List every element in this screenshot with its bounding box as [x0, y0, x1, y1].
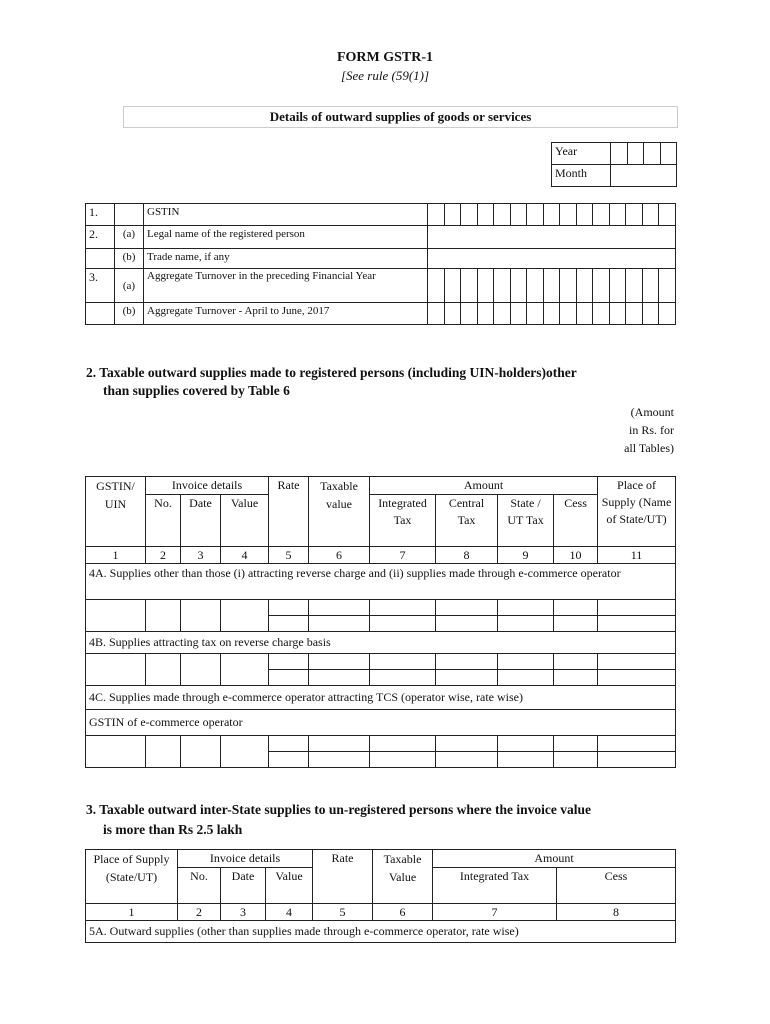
col-state-ut-tax: State / UT Tax	[498, 495, 554, 547]
row-4a-label: 4A. Supplies other than those (i) attracting reverse charge and (ii) supplies made through e-commerce operator	[86, 564, 676, 600]
col-gstin: GSTIN/ UIN	[86, 477, 146, 547]
entry-cell[interactable]	[554, 600, 598, 616]
col-number: 8	[436, 547, 498, 564]
col-integrated-tax: Integrated Tax	[433, 868, 557, 904]
col-number: 7	[433, 904, 557, 921]
row-sub-label: (a)	[115, 226, 144, 249]
entry-cell[interactable]	[554, 616, 598, 632]
year-input[interactable]	[611, 143, 677, 165]
col-number: 6	[373, 904, 433, 921]
section2-heading-cont: than supplies covered by Table 6	[103, 383, 290, 398]
section3-heading: 3. Taxable outward inter-State supplies to un-registered persons where the invoice value	[86, 802, 591, 817]
entry-cell[interactable]	[181, 654, 221, 686]
entry-cell[interactable]	[146, 654, 181, 686]
year-label: Year	[552, 143, 611, 165]
entry-cell[interactable]	[554, 736, 598, 752]
col-number: 5	[313, 904, 373, 921]
entry-cell[interactable]	[86, 600, 146, 632]
entry-cell[interactable]	[370, 616, 436, 632]
entry-cell[interactable]	[181, 736, 221, 768]
col-rate: Rate	[269, 477, 309, 547]
col-number: 2	[178, 904, 221, 921]
row-number: 1.	[86, 204, 115, 226]
legal-name-label: Legal name of the registered person	[144, 226, 428, 249]
entry-cell[interactable]	[221, 600, 269, 632]
entry-cell[interactable]	[370, 600, 436, 616]
entry-cell[interactable]	[370, 736, 436, 752]
entry-cell[interactable]	[554, 670, 598, 686]
col-invoice-value: Value	[221, 495, 269, 547]
entry-cell[interactable]	[598, 654, 676, 670]
entry-cell[interactable]	[269, 736, 309, 752]
col-number: 4	[221, 547, 269, 564]
entry-cell[interactable]	[598, 752, 676, 768]
entry-cell[interactable]	[146, 600, 181, 632]
amount-note-line: all Tables)	[624, 441, 674, 455]
col-number: 7	[370, 547, 436, 564]
amount-note-line: in Rs. for	[629, 423, 674, 437]
trade-name-label: Trade name, if any	[144, 249, 428, 269]
entry-cell[interactable]	[309, 654, 370, 670]
col-invoice-date: Date	[181, 495, 221, 547]
period-table	[551, 142, 677, 187]
row-sub-label: (a)	[115, 269, 144, 303]
turnover-preceding-label: Aggregate Turnover in the preceding Financial Year	[144, 269, 428, 303]
col-number: 3	[181, 547, 221, 564]
col-number: 2	[146, 547, 181, 564]
col-taxable-value: Taxable value	[309, 477, 370, 547]
amount-note-line: (Amount	[630, 405, 674, 419]
col-invoice-details: Invoice details	[146, 477, 269, 495]
month-input[interactable]	[611, 165, 677, 187]
section3-table	[85, 849, 676, 943]
entry-cell[interactable]	[309, 736, 370, 752]
gstin-input[interactable]	[428, 204, 676, 226]
col-invoice-date: Date	[221, 868, 266, 904]
row-number: 2.	[86, 226, 115, 249]
entry-cell[interactable]	[309, 600, 370, 616]
ecommerce-gstin-label: GSTIN of e-commerce operator	[86, 710, 676, 736]
col-number: 10	[554, 547, 598, 564]
gstin-label: GSTIN	[144, 204, 428, 226]
entry-cell[interactable]	[86, 736, 146, 768]
row-number: 3.	[86, 269, 115, 303]
turnover-april-june-input[interactable]	[428, 303, 676, 325]
col-invoice-no: No.	[178, 868, 221, 904]
entry-cell[interactable]	[598, 600, 676, 616]
basic-info-table	[85, 203, 676, 325]
col-place-of-supply: Place of Supply (State/UT)	[86, 850, 178, 904]
row-sub-label: (b)	[115, 249, 144, 269]
entry-cell[interactable]	[598, 736, 676, 752]
entry-cell[interactable]	[436, 752, 498, 768]
entry-cell[interactable]	[498, 752, 554, 768]
entry-cell[interactable]	[370, 654, 436, 670]
col-number: 8	[557, 904, 676, 921]
entry-cell[interactable]	[554, 654, 598, 670]
turnover-april-june-label: Aggregate Turnover - April to June, 2017	[144, 303, 428, 325]
section2-table	[85, 476, 676, 768]
row-5a-label: 5A. Outward supplies (other than supplies made through e-commerce operator, rate wise)	[86, 921, 676, 943]
entry-cell[interactable]	[269, 600, 309, 616]
col-amount: Amount	[370, 477, 598, 495]
section2-heading: 2. Taxable outward supplies made to registered persons (including UIN-holders)other	[86, 365, 577, 380]
entry-cell[interactable]	[498, 736, 554, 752]
entry-cell[interactable]	[86, 654, 146, 686]
col-number: 3	[221, 904, 266, 921]
col-taxable-value: Taxable Value	[373, 850, 433, 904]
turnover-preceding-input[interactable]	[428, 269, 676, 303]
entry-cell[interactable]	[370, 752, 436, 768]
col-cess: Cess	[557, 868, 676, 904]
section3-heading-cont: is more than Rs 2.5 lakh	[103, 822, 243, 837]
row-4c-label: 4C. Supplies made through e-commerce operator attracting TCS (operator wise, rate wise)	[86, 686, 676, 710]
entry-cell[interactable]	[309, 752, 370, 768]
col-number: 5	[269, 547, 309, 564]
col-invoice-no: No.	[146, 495, 181, 547]
entry-cell[interactable]	[598, 670, 676, 686]
entry-cell[interactable]	[269, 616, 309, 632]
entry-cell[interactable]	[269, 670, 309, 686]
legal-name-input[interactable]	[428, 226, 676, 249]
col-number: 6	[309, 547, 370, 564]
entry-cell[interactable]	[436, 670, 498, 686]
col-place-of-supply: Place of Supply (Name of State/UT)	[598, 477, 676, 547]
col-cess: Cess	[554, 495, 598, 547]
entry-cell[interactable]	[436, 600, 498, 616]
col-number: 11	[598, 547, 676, 564]
entry-cell[interactable]	[221, 654, 269, 686]
entry-cell[interactable]	[498, 600, 554, 616]
entry-cell[interactable]	[269, 752, 309, 768]
col-rate: Rate	[313, 850, 373, 904]
entry-cell[interactable]	[269, 654, 309, 670]
entry-cell[interactable]	[554, 752, 598, 768]
rule-reference: [See rule (59(1)]	[340, 68, 430, 83]
form-title: FORM GSTR-1	[336, 50, 434, 65]
entry-cell[interactable]	[598, 616, 676, 632]
col-number: 1	[86, 904, 178, 921]
entry-cell[interactable]	[436, 616, 498, 632]
entry-cell[interactable]	[498, 654, 554, 670]
col-central-tax: Central Tax	[436, 495, 498, 547]
col-integrated-tax: Integrated Tax	[370, 495, 436, 547]
entry-cell[interactable]	[436, 654, 498, 670]
row-4b-label: 4B. Supplies attracting tax on reverse charge basis	[86, 632, 676, 654]
col-invoice-details: Invoice details	[178, 850, 313, 868]
col-number: 9	[498, 547, 554, 564]
entry-cell[interactable]	[498, 670, 554, 686]
entry-cell[interactable]	[309, 616, 370, 632]
entry-cell[interactable]	[181, 600, 221, 632]
col-amount: Amount	[433, 850, 676, 868]
entry-cell[interactable]	[370, 670, 436, 686]
entry-cell[interactable]	[221, 736, 269, 768]
col-number: 1	[86, 547, 146, 564]
form-subtitle: Details of outward supplies of goods or services	[123, 106, 678, 128]
trade-name-input[interactable]	[428, 249, 676, 269]
col-invoice-value: Value	[266, 868, 313, 904]
entry-cell[interactable]	[436, 736, 498, 752]
entry-cell[interactable]	[146, 736, 181, 768]
month-label: Month	[552, 165, 611, 187]
entry-cell[interactable]	[498, 616, 554, 632]
col-number: 4	[266, 904, 313, 921]
entry-cell[interactable]	[309, 670, 370, 686]
row-sub-label: (b)	[115, 303, 144, 325]
amount-note	[590, 403, 674, 457]
